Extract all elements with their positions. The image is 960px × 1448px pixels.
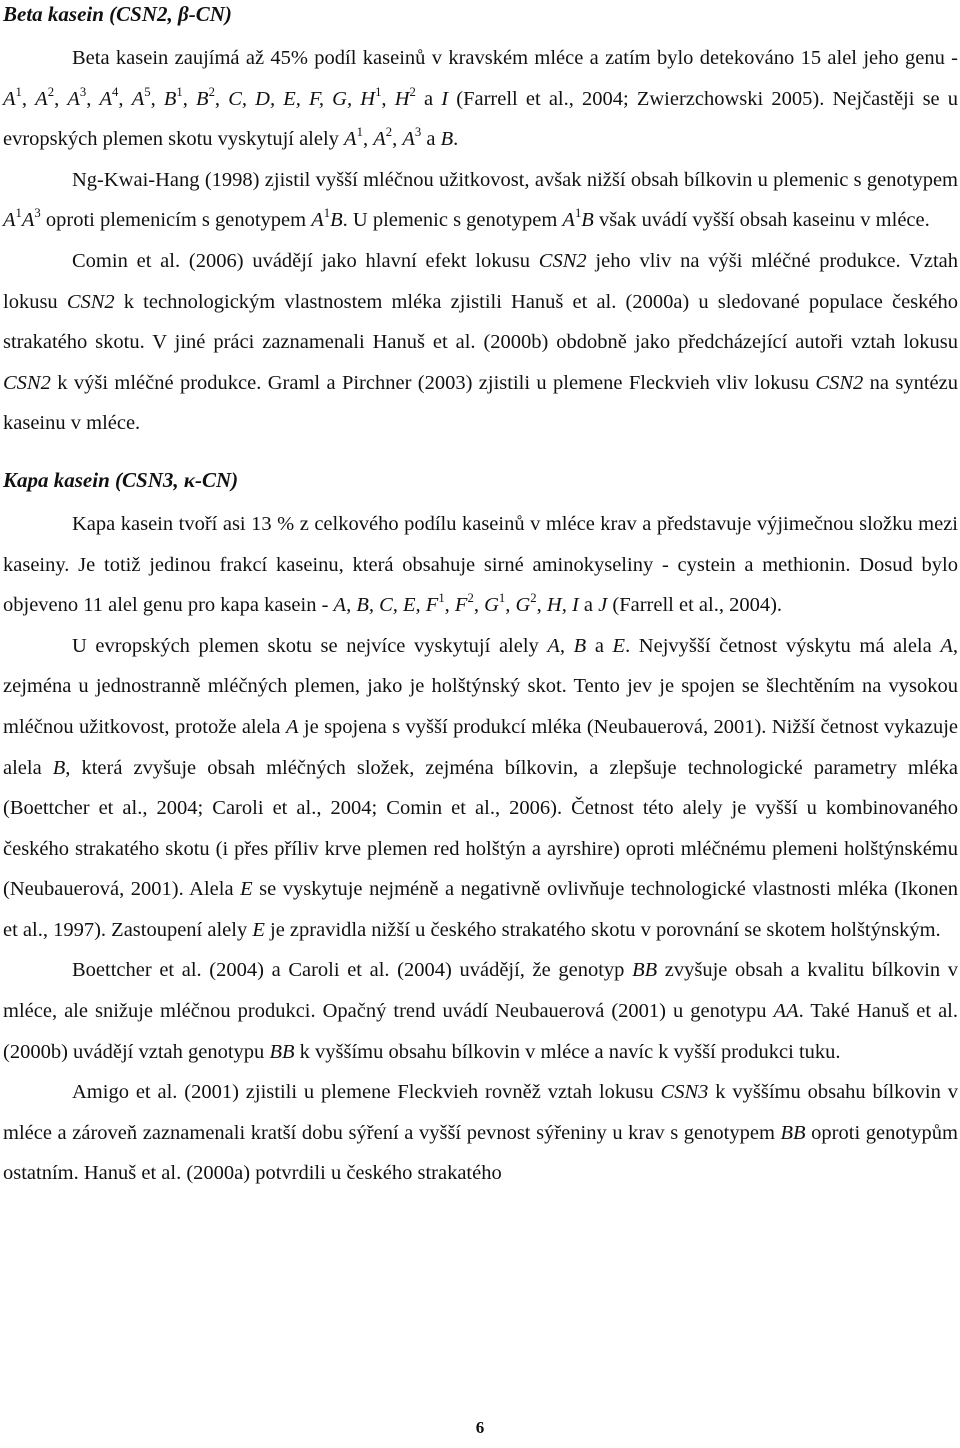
italic-text: B <box>330 209 343 232</box>
superscript: 2 <box>208 84 215 99</box>
italic-text: A <box>562 209 575 232</box>
text-run: , <box>214 87 229 110</box>
text-run: , <box>362 128 374 151</box>
paragraph <box>3 160 958 241</box>
superscript: 1 <box>438 591 445 606</box>
italic-text: A <box>67 87 80 110</box>
text-run: zvyšuje obsah a kvalitu bílkovin v mléce, ale snižuje mléčnou produkci. Opačný trend uvádí Neubauerová (2001) u genotypu <box>3 959 958 1023</box>
paragraph <box>3 504 958 626</box>
text-run: k vyššímu obsahu bílkovin v mléce a zároveň zaznamenali kratší dobu sýření a vyšší pevnost sýřeniny u krav s genotypem <box>3 1081 958 1144</box>
paragraph <box>3 950 958 1072</box>
text-run: Kapa kasein tvoří asi 13 % z celkového podílu kaseinů v mléce krav a představuje výjimečnou složku mezi kaseiny. Je totiž jedinou frakcí kaseinu, která obsahuje sirné aminokyseliny - cystein a methionin. Dosud bylo objeveno 11 alel genu pro kapa kasein - <box>3 512 958 617</box>
text-run: . <box>453 128 459 151</box>
italic-text: A <box>373 128 386 151</box>
italic-text: J <box>598 594 608 617</box>
text-run: Beta kasein zaujímá až 45% podíl kaseinů v kravském mléce a zatím bylo detekováno 15 alel jeho genu - <box>72 47 958 69</box>
superscript: 1 <box>323 206 331 221</box>
text-run: je spojena s vyšší produkcí mléka (Neubauerová, 2001). Nižší četnost vykazuje alela <box>3 715 958 779</box>
text-run: se vyskytuje nejméně a negativně ovlivňuje technologické vlastnosti mléka (Ikonen et al., 1997). Zastoupení alely <box>3 878 958 941</box>
italic-text: A <box>311 209 324 232</box>
text-run: , <box>182 87 197 110</box>
text-run: , <box>444 594 455 617</box>
italic-text: H <box>394 87 410 110</box>
superscript: 2 <box>467 591 474 606</box>
paragraph <box>3 38 958 160</box>
text-run: . U plemenic s genotypem <box>342 209 563 232</box>
text-run: však uvádí vyšší obsah kaseinu v mléce. <box>593 209 930 232</box>
italic-text: G <box>515 594 531 617</box>
text-run: Boettcher et al. (2004) a Caroli et al. (2004) uvádějí, že genotyp <box>72 959 633 982</box>
italic-text: F <box>454 594 468 617</box>
superscript: 1 <box>356 125 363 140</box>
text-run: , <box>21 87 36 110</box>
superscript: 4 <box>112 84 119 99</box>
text-run: na syntézu kaseinu v mléce. <box>3 371 958 435</box>
text-run: , <box>505 594 516 617</box>
italic-text: BB <box>780 1121 806 1144</box>
italic-text: G <box>484 594 499 617</box>
italic-text: A, B, C, E, F <box>333 594 439 617</box>
superscript: 1 <box>498 591 506 606</box>
superscript: 1 <box>574 206 582 221</box>
superscript: 3 <box>414 125 422 140</box>
paragraph <box>3 1072 958 1194</box>
text-run: k vyššímu obsahu bílkovin v mléce a navíc k vyšší produkci tuku. <box>294 1040 841 1063</box>
text-run: oproti plemenicím s genotypem <box>40 209 312 232</box>
italic-text: CSN2 <box>3 371 51 394</box>
italic-text: B <box>440 128 454 151</box>
text-run: , <box>150 87 164 110</box>
text-run: a <box>415 87 442 110</box>
superscript: 3 <box>79 84 87 99</box>
italic-text: BB <box>632 959 658 982</box>
text-run: . Také Hanuš et al. (2000b) uvádějí vztah genotypu <box>3 1000 958 1063</box>
italic-text: A <box>285 715 299 738</box>
italic-text: A <box>344 128 357 151</box>
superscript: 2 <box>47 84 55 99</box>
italic-text: CSN2 <box>538 249 587 272</box>
superscript: 1 <box>15 206 22 221</box>
italic-text: A <box>940 634 953 657</box>
superscript: 2 <box>385 125 393 140</box>
text-run: U evropských plemen skotu se nejvíce vyskytují alely <box>72 634 548 657</box>
page-number: 6 <box>475 1418 485 1437</box>
italic-text: I <box>441 87 449 110</box>
italic-text: A <box>35 87 48 110</box>
section-heading-beta-kasein: Beta kasein (CSN2, β-CN) <box>3 2 232 26</box>
text-run: k technologickým vlastnostem mléka zjistili Hanuš et al. (2000a) u sledované populace českého strakatého skotu. V jiné práci zaznamenali Hanuš et al. (2000b) obdobně jako předcházející autoři vztah lokusu <box>3 290 958 354</box>
italic-text: A <box>3 209 16 232</box>
italic-text: B <box>163 87 177 110</box>
text-run: , <box>536 594 547 617</box>
text-run: , <box>86 87 100 110</box>
superscript: 5 <box>144 84 151 99</box>
italic-text: C, D, E, F, G, H <box>228 87 376 110</box>
italic-text: CSN3 <box>660 1081 709 1104</box>
text-run: , <box>54 87 68 110</box>
italic-text: AA <box>773 1000 799 1023</box>
paragraph <box>3 241 958 444</box>
text-run: Comin et al. (2006) uvádějí jako hlavní efekt lokusu <box>72 249 539 272</box>
italic-text: E <box>612 634 626 657</box>
italic-text: E <box>252 918 265 941</box>
superscript: 2 <box>409 84 416 99</box>
italic-text: A <box>99 87 113 110</box>
text-run: , která zvyšuje obsah mléčných složek, zejména bílkovin, a zlepšuje technologické parametry mléka (Boettcher et al., 2004; Caroli et al., 2004; Comin et al., 2006). Četnost této alely je vyšší u kombinovaného českého strakatého skotu (i přes příliv krve plemen red holštýn a ayrshire) oproti mléčnému plemeni holštýnskému (Neubauerová, 2001). Alela <box>3 756 958 901</box>
italic-text: A <box>402 128 415 151</box>
text-run: , <box>473 594 485 617</box>
italic-text: B <box>581 209 594 232</box>
text-run: . Nejvyšší četnost výskytu má alela <box>625 634 941 657</box>
text-run: (Farrell et al., 2004). <box>607 594 783 617</box>
italic-text: A, B <box>547 634 587 657</box>
italic-text: A <box>3 87 16 110</box>
text-run: a <box>578 594 599 617</box>
text-run: , <box>392 128 403 151</box>
italic-text: A <box>131 87 145 110</box>
italic-text: E <box>240 878 253 901</box>
text-run: , zejména u jednostranně mléčných plemen, jako je holštýnský skot. Tento jev je spojen se šlechtěním na vysokou mléčnou užitkovost, protože alela <box>3 634 958 738</box>
paragraph <box>3 626 958 951</box>
text-run: Ng-Kwai-Hang (1998) zjistil vyšší mléčnou užitkovost, avšak nižší obsah bílkovin u plemenic s genotypem <box>72 168 958 191</box>
italic-text: B <box>52 756 66 779</box>
italic-text: H, I <box>546 594 579 617</box>
document-page <box>3 0 958 1194</box>
text-run: a <box>421 128 441 151</box>
italic-text: BB <box>269 1040 295 1063</box>
superscript: 1 <box>375 84 382 99</box>
text-run: oproti genotypům ostatním. Hanuš et al. (2000a) potvrdili u českého strakatého <box>3 1121 958 1185</box>
text-run: jeho vliv na výši mléčné produkce. Vztah lokusu <box>3 249 958 313</box>
superscript: 2 <box>530 591 537 606</box>
text-run: Amigo et al. (2001) zjistili u plemene Fleckvieh rovněž vztah lokusu <box>72 1081 661 1104</box>
text-run: je zpravidla nižší u českého strakatého skotu v porovnání se skotem holštýnským. <box>264 918 941 941</box>
text-run: , <box>118 87 132 110</box>
text-run: (Farrell et al., 2004; Zwierzchowski 2005). Nejčastěji se u evropských plemen skotu vyskytují alely <box>3 87 959 151</box>
text-run: , <box>381 87 395 110</box>
section-heading-kapa-kasein: Kapa kasein (CSN3, κ-CN) <box>3 467 239 492</box>
italic-text: B <box>196 87 209 110</box>
text-run: k výši mléčné produkce. Graml a Pirchner (2003) zjistili u plemene Fleckvieh vliv lokusu <box>50 371 816 394</box>
superscript: 3 <box>34 206 41 221</box>
italic-text: A <box>21 209 35 232</box>
superscript: 1 <box>15 84 22 99</box>
text-run: a <box>586 634 613 657</box>
superscript: 1 <box>176 84 183 99</box>
italic-text: CSN2 <box>66 290 115 313</box>
italic-text: CSN2 <box>815 371 864 394</box>
